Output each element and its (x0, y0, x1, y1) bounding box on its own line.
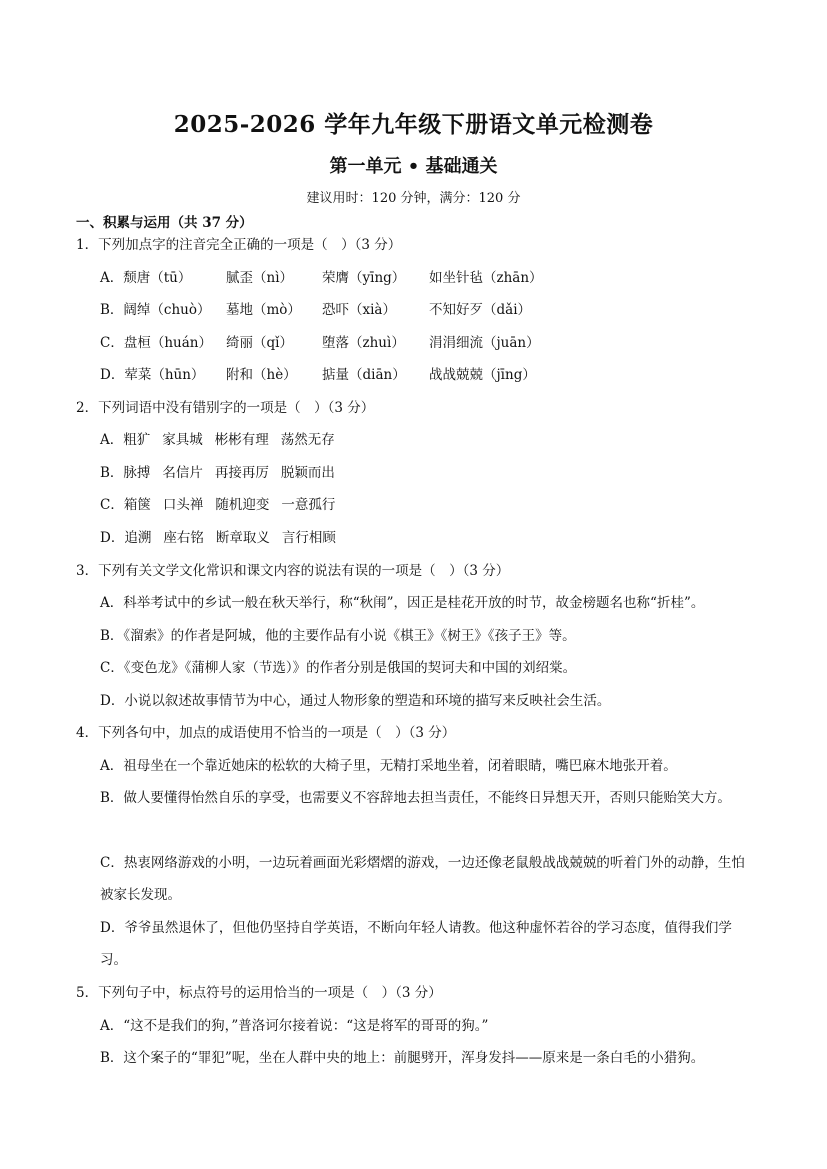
question-4-option-d: D．爷爷虽然退休了，但他仍坚持自学英语，不断向年轻人请教。他这种虚怀若谷的学习态度，值得我们学习。 (100, 920, 732, 968)
question-4-option-b: B．做人要懂得怡然自乐的享受，也需要义不容辞地去担当责任，不能终日异想天开，否则只能贻笑大方。 (100, 790, 731, 806)
q1-a-1: A．颓唐（tū） (100, 270, 192, 286)
question-2-stem: 2．下列词语中没有错别字的一项是（ ）（3 分） (76, 400, 375, 416)
q1-d-4: 战战兢兢（jīng） (429, 367, 536, 383)
q1-d-1: D．荤菜（hūn） (100, 367, 205, 383)
page-title: 2025-2026 学年九年级下册语文单元检测卷 (173, 111, 654, 138)
question-4-stem: 4．下列各句中，加点的成语使用不恰当的一项是（ ）（3 分） (76, 725, 456, 741)
q1-d-3: 掂量（diān） (322, 367, 406, 383)
question-5-stem: 5．下列句子中，标点符号的运用恰当的一项是（ ）（3 分） (76, 985, 442, 1001)
q1-b-4: 不知好歹（dǎi） (429, 302, 532, 318)
q2-c-2: 口头禅 (162, 497, 204, 513)
q1-b-3: 恐吓（xià） (322, 302, 396, 318)
question-3-stem: 3．下列有关文学文化常识和课文内容的说法有误的一项是（ ）（3 分） (76, 563, 510, 579)
q1-b-1: B．阔绰（chuò） (100, 302, 211, 318)
q2-b-1: B．脉搏 (100, 465, 151, 481)
q1-d-2: 附和（hè） (226, 367, 297, 383)
q1-a-4: 如坐针毡（zhān） (429, 270, 543, 286)
q1-b-2: 墓地（mò） (226, 302, 301, 318)
question-4-option-c: C．热衷网络游戏的小明，一边玩着画面光彩熠熠的游戏，一边还像老鼠般战战兢兢的听着门外的动静，生怕被家长发现。 (100, 855, 745, 903)
question-5-option-b: B．这个案子的“罪犯”呢，坐在人群中央的地上：前腿劈开，浑身发抖——原来是一条白毛的小猎狗。 (100, 1050, 705, 1066)
exam-meta: 建议用时：120 分钟，满分：120 分 (306, 191, 521, 206)
page-subtitle: 第一单元 • 基础通关 (329, 156, 498, 177)
q2-d-2: 座右铭 (163, 530, 204, 546)
q2-d-3: 断章取义 (215, 530, 270, 546)
q2-a-3: 彬彬有理 (214, 432, 269, 448)
q2-c-1: C．箱箧 (100, 497, 151, 513)
question-3-option-c: C．《变色龙》《蒲柳人家（节选）》的作者分别是俄国的契诃夫和中国的刘绍棠。 (100, 660, 577, 676)
question-4-option-a: A．祖母坐在一个靠近她床的松软的大椅子里，无精打采地坐着，闭着眼睛，嘴巴麻木地张开着。 (100, 758, 677, 774)
question-3-option-b: B．《溜索》的作者是阿城，他的主要作品有小说《棋王》《树王》《孩子王》等。 (100, 628, 576, 644)
question-1-stem: 1．下列加点字的注音完全正确的一项是（ ）（3 分） (76, 237, 402, 253)
q2-a-1: A．粗犷 (100, 432, 151, 448)
question-2-option-c (100, 496, 347, 514)
q1-c-2: 绮丽（qǐ） (226, 335, 293, 351)
q1-c-3: 堕落（zhuì） (322, 335, 405, 351)
question-2-option-a (100, 431, 347, 449)
q2-d-1: D．追溯 (100, 530, 152, 546)
q1-a-2: 腻歪（nì） (226, 270, 294, 286)
q2-a-4: 荡然无存 (280, 432, 335, 448)
q2-d-4: 言行相顾 (281, 530, 336, 546)
q2-c-4: 一意孤行 (281, 497, 336, 513)
q2-b-2: 名信片 (162, 465, 203, 481)
q1-c-4: 涓涓细流（juān） (429, 335, 540, 351)
q2-c-3: 随机迎变 (215, 497, 270, 513)
question-2-option-d (100, 529, 348, 547)
question-3-option-d: D．小说以叙述故事情节为中心，通过人物形象的塑造和环境的描写来反映社会生活。 (100, 693, 611, 709)
q1-c-1: C．盘桓（huán） (100, 335, 212, 351)
q2-b-4: 脱颖而出 (280, 465, 335, 481)
question-2-option-b (100, 464, 347, 482)
question-5-option-a: A．“这不是我们的狗，”普洛诃尔接着说：“这是将军的哥哥的狗。” (100, 1018, 489, 1034)
question-3-option-a: A．科举考试中的乡试一般在秋天举行，称“秋闱”，因正是桂花开放的时节，故金榜题名也称“折桂”。 (100, 595, 705, 611)
q2-a-2: 家具城 (162, 432, 203, 448)
q1-a-3: 荣膺（yīng） (322, 270, 406, 286)
section-heading: 一、积累与运用（共 37 分） (76, 215, 253, 231)
q2-b-3: 再接再厉 (214, 465, 269, 481)
